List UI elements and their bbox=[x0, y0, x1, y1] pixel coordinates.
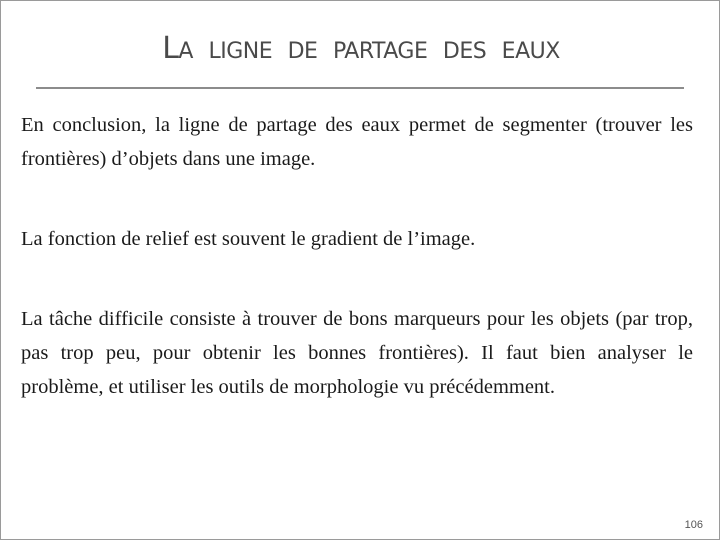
paragraph-relief-function: La fonction de relief est souvent le gradient de l’image. bbox=[21, 228, 476, 250]
slide-body bbox=[21, 108, 693, 404]
title-divider bbox=[36, 87, 684, 89]
paragraph-conclusion: En conclusion, la ligne de partage des eaux permet de segmenter (trouver les frontières) d’objets dans une image. bbox=[21, 114, 693, 170]
slide-title-initial: L bbox=[162, 31, 179, 66]
paragraph-markers: La tâche difficile consiste à trouver de bons marqueurs pour les objets (par trop, pas trop peu, pour obtenir les bonnes frontières). Il faut bien analyser le problème, et utiliser les outils de morphologie vu précédemment. bbox=[21, 308, 693, 398]
slide-title-text: A LIGNE DE PARTAGE DES EAUX bbox=[178, 39, 560, 64]
slide-title bbox=[1, 31, 720, 66]
page-number: 106 bbox=[684, 519, 703, 531]
